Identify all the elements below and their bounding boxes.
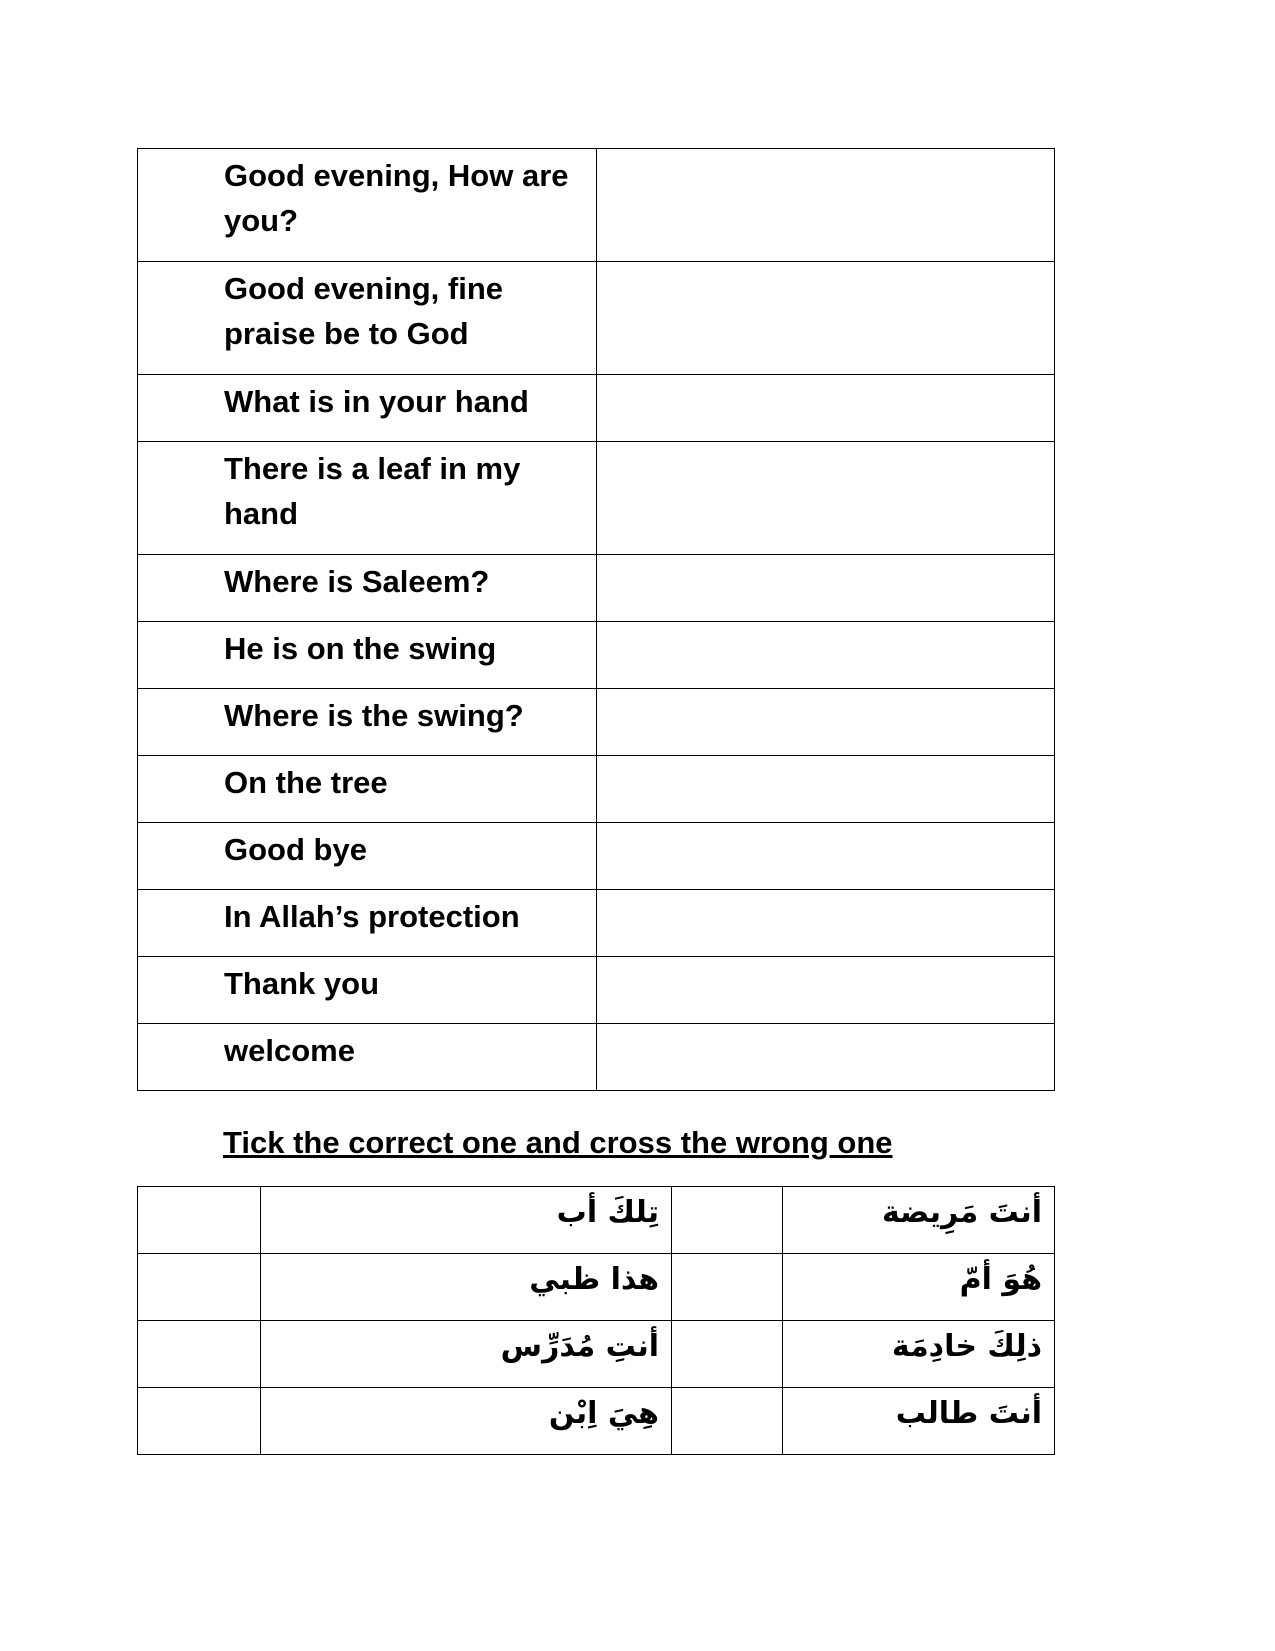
arabic-cell <box>261 1254 672 1321</box>
translation-table <box>137 148 1055 1091</box>
tick-box[interactable] <box>672 1187 783 1254</box>
arabic-cell <box>783 1254 1055 1321</box>
english-phrase: Where is the swing? <box>224 698 524 733</box>
answer-cell[interactable] <box>597 890 1055 957</box>
arabic-phrase: أنتَ طالب <box>895 1396 1042 1431</box>
answer-cell[interactable] <box>597 442 1055 555</box>
english-cell <box>138 689 597 756</box>
english-phrase: On the tree <box>224 765 388 800</box>
english-phrase: In Allah’s protection <box>224 899 520 934</box>
table-row <box>138 1254 1055 1321</box>
arabic-phrase: هذا ظبي <box>529 1262 659 1297</box>
english-cell <box>138 262 597 375</box>
english-phrase: He is on the swing <box>224 631 497 666</box>
answer-cell[interactable] <box>597 823 1055 890</box>
tick-box[interactable] <box>138 1254 261 1321</box>
table-row <box>138 689 1055 756</box>
table-row <box>138 622 1055 689</box>
table-row <box>138 823 1055 890</box>
table-row <box>138 1388 1055 1455</box>
arabic-cell <box>261 1187 672 1254</box>
instruction-heading: Tick the correct one and cross the wrong one <box>223 1125 893 1160</box>
table-row <box>138 149 1055 262</box>
english-cell <box>138 756 597 823</box>
tick-box[interactable] <box>672 1321 783 1388</box>
english-cell <box>138 149 597 262</box>
english-phrase: welcome <box>224 1033 355 1068</box>
answer-cell[interactable] <box>597 756 1055 823</box>
english-phrase: Thank you <box>224 966 380 1001</box>
tick-box[interactable] <box>138 1388 261 1455</box>
answer-cell[interactable] <box>597 375 1055 442</box>
tick-box[interactable] <box>138 1187 261 1254</box>
answer-cell[interactable] <box>597 555 1055 622</box>
arabic-phrase: أنتِ مُدَرِّس <box>500 1329 659 1364</box>
english-cell <box>138 622 597 689</box>
table-row <box>138 1024 1055 1091</box>
arabic-phrase: أنتَ مَرِيضة <box>881 1195 1042 1230</box>
arabic-cell <box>783 1388 1055 1455</box>
arabic-phrase: هُوَ أمّ <box>959 1262 1042 1297</box>
answer-cell[interactable] <box>597 262 1055 375</box>
answer-cell[interactable] <box>597 957 1055 1024</box>
tick-cross-table <box>137 1186 1055 1455</box>
english-phrase: There is a leaf in my hand <box>224 451 521 531</box>
table-row <box>138 442 1055 555</box>
arabic-cell <box>261 1321 672 1388</box>
table-row <box>138 262 1055 375</box>
answer-cell[interactable] <box>597 689 1055 756</box>
english-cell <box>138 890 597 957</box>
english-cell <box>138 957 597 1024</box>
answer-cell[interactable] <box>597 1024 1055 1091</box>
english-cell <box>138 823 597 890</box>
arabic-cell <box>783 1187 1055 1254</box>
arabic-phrase: هِيَ اِبْن <box>548 1396 659 1431</box>
english-phrase: Good evening, fine praise be to God <box>224 271 504 351</box>
english-phrase: What is in your hand <box>224 384 529 419</box>
tick-box[interactable] <box>672 1388 783 1455</box>
table-row <box>138 1321 1055 1388</box>
english-cell <box>138 555 597 622</box>
english-cell <box>138 442 597 555</box>
answer-cell[interactable] <box>597 622 1055 689</box>
table-row <box>138 756 1055 823</box>
table-row <box>138 555 1055 622</box>
tick-box[interactable] <box>138 1321 261 1388</box>
answer-cell[interactable] <box>597 149 1055 262</box>
english-phrase: Where is Saleem? <box>224 564 490 599</box>
arabic-phrase: تِلكَ أب <box>556 1195 659 1230</box>
english-cell <box>138 375 597 442</box>
arabic-cell <box>783 1321 1055 1388</box>
english-cell <box>138 1024 597 1091</box>
table-row <box>138 1187 1055 1254</box>
arabic-cell <box>261 1388 672 1455</box>
arabic-phrase: ذلِكَ خادِمَة <box>891 1329 1042 1364</box>
table-row <box>138 890 1055 957</box>
tick-box[interactable] <box>672 1254 783 1321</box>
english-phrase: Good bye <box>224 832 367 867</box>
table-row <box>138 957 1055 1024</box>
english-phrase: Good evening, How are you? <box>224 158 569 238</box>
table-row <box>138 375 1055 442</box>
